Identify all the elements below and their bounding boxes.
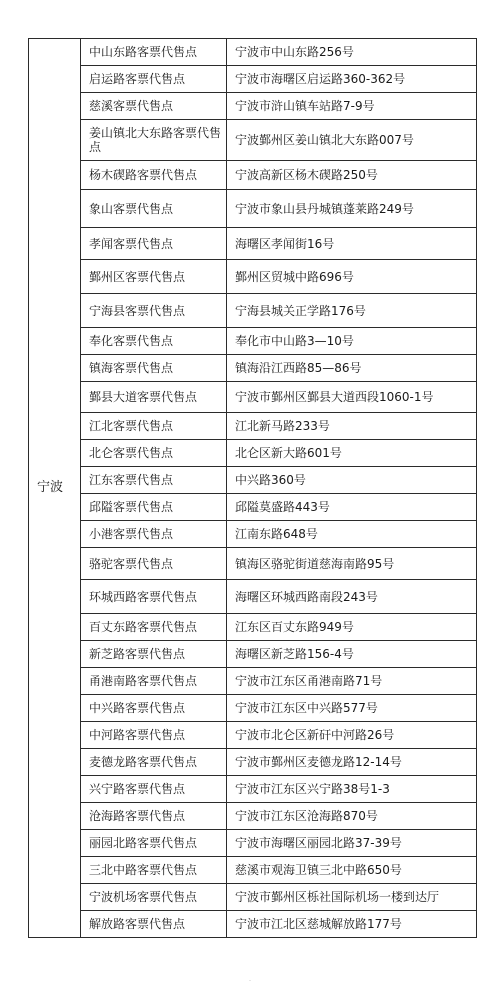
outlet-address: 江东区百丈东路949号 [227, 614, 477, 641]
outlet-address: 海曙区环城西路南段243号 [227, 580, 477, 614]
outlet-name: 中山东路客票代售点 [81, 39, 227, 66]
outlet-name: 三北中路客票代售点 [81, 857, 227, 884]
outlet-address: 宁波市鄞州区鄞县大道西段1060-1号 [227, 382, 477, 413]
outlet-address: 北仑区新大路601号 [227, 440, 477, 467]
outlet-address: 宁波市海曙区丽园北路37-39号 [227, 830, 477, 857]
table-row [29, 440, 477, 467]
table-row [29, 911, 477, 938]
table-row [29, 161, 477, 190]
table-row [29, 803, 477, 830]
outlet-name: 启运路客票代售点 [81, 66, 227, 93]
outlet-address: 海曙区新芝路156-4号 [227, 641, 477, 668]
table-row [29, 641, 477, 668]
outlet-name: 兴宁路客票代售点 [81, 776, 227, 803]
outlet-name: 解放路客票代售点 [81, 911, 227, 938]
outlet-name: 慈溪客票代售点 [81, 93, 227, 120]
outlet-name: 新芝路客票代售点 [81, 641, 227, 668]
table-row [29, 228, 477, 260]
outlet-address: 宁波市鄞州区栎社国际机场一楼到达厅 [227, 884, 477, 911]
table-row [29, 749, 477, 776]
footer-mark: . [248, 974, 252, 983]
outlet-address: 宁波市海曙区启运路360-362号 [227, 66, 477, 93]
outlet-address: 邱隘莫盛路443号 [227, 494, 477, 521]
table-row [29, 776, 477, 803]
outlet-name: 象山客票代售点 [81, 190, 227, 228]
outlet-name: 宁波机场客票代售点 [81, 884, 227, 911]
outlet-address: 宁波市中山东路256号 [227, 39, 477, 66]
table-row [29, 120, 477, 161]
outlet-address: 中兴路360号 [227, 467, 477, 494]
table-row [29, 884, 477, 911]
table-row [29, 494, 477, 521]
outlet-address: 宁波市江北区慈城解放路177号 [227, 911, 477, 938]
outlet-name: 邱隘客票代售点 [81, 494, 227, 521]
city-label: 宁波 [29, 39, 81, 938]
outlet-address: 宁波鄞州区姜山镇北大东路007号 [227, 120, 477, 161]
outlet-name: 沧海路客票代售点 [81, 803, 227, 830]
table-row [29, 521, 477, 548]
outlet-name: 中河路客票代售点 [81, 722, 227, 749]
table-row [29, 467, 477, 494]
outlet-name: 甬港南路客票代售点 [81, 668, 227, 695]
outlet-name: 北仑客票代售点 [81, 440, 227, 467]
outlet-address: 鄞州区贸城中路696号 [227, 260, 477, 294]
table-row [29, 93, 477, 120]
outlet-name: 姜山镇北大东路客票代售点 [81, 120, 227, 161]
table-row [29, 39, 477, 66]
outlet-address: 宁波市浒山镇车站路7-9号 [227, 93, 477, 120]
table-row [29, 722, 477, 749]
outlet-address: 海曙区孝闻街16号 [227, 228, 477, 260]
outlet-name: 小港客票代售点 [81, 521, 227, 548]
outlet-table-body [29, 39, 477, 938]
outlet-name: 中兴路客票代售点 [81, 695, 227, 722]
outlet-name: 孝闻客票代售点 [81, 228, 227, 260]
outlet-address: 宁波市江东区中兴路577号 [227, 695, 477, 722]
table-row [29, 260, 477, 294]
outlet-address: 镇海区骆驼街道慈海南路95号 [227, 548, 477, 580]
table-row [29, 695, 477, 722]
outlet-name: 环城西路客票代售点 [81, 580, 227, 614]
outlet-name: 杨木碶路客票代售点 [81, 161, 227, 190]
table-row [29, 668, 477, 695]
table-row [29, 328, 477, 355]
outlet-address: 宁波市鄞州区麦德龙路12-14号 [227, 749, 477, 776]
outlet-address: 江北新马路233号 [227, 413, 477, 440]
outlet-address: 奉化市中山路3—10号 [227, 328, 477, 355]
outlet-name: 麦德龙路客票代售点 [81, 749, 227, 776]
outlet-address: 宁波市象山县丹城镇蓬莱路249号 [227, 190, 477, 228]
outlet-name: 江北客票代售点 [81, 413, 227, 440]
ticket-outlet-table [28, 38, 477, 938]
table-row [29, 382, 477, 413]
outlet-address: 宁海县城关正学路176号 [227, 294, 477, 328]
table-row [29, 830, 477, 857]
table-row [29, 294, 477, 328]
table-row [29, 66, 477, 93]
outlet-address: 江南东路648号 [227, 521, 477, 548]
outlet-name: 骆驼客票代售点 [81, 548, 227, 580]
outlet-name: 宁海县客票代售点 [81, 294, 227, 328]
table-row [29, 614, 477, 641]
outlet-address: 宁波高新区杨木碶路250号 [227, 161, 477, 190]
outlet-address: 宁波市江东区甬港南路71号 [227, 668, 477, 695]
table-row [29, 355, 477, 382]
table-row [29, 190, 477, 228]
outlet-name: 鄞州区客票代售点 [81, 260, 227, 294]
outlet-name: 丽园北路客票代售点 [81, 830, 227, 857]
outlet-address: 宁波市北仑区新矸中河路26号 [227, 722, 477, 749]
table-row [29, 548, 477, 580]
outlet-address: 镇海沿江西路85—86号 [227, 355, 477, 382]
outlet-name: 江东客票代售点 [81, 467, 227, 494]
table-row [29, 413, 477, 440]
outlet-name: 鄞县大道客票代售点 [81, 382, 227, 413]
outlet-address: 宁波市江东区兴宁路38号1-3 [227, 776, 477, 803]
outlet-name: 镇海客票代售点 [81, 355, 227, 382]
outlet-name: 奉化客票代售点 [81, 328, 227, 355]
outlet-address: 慈溪市观海卫镇三北中路650号 [227, 857, 477, 884]
table-row [29, 580, 477, 614]
table-row [29, 857, 477, 884]
outlet-address: 宁波市江东区沧海路870号 [227, 803, 477, 830]
outlet-name: 百丈东路客票代售点 [81, 614, 227, 641]
